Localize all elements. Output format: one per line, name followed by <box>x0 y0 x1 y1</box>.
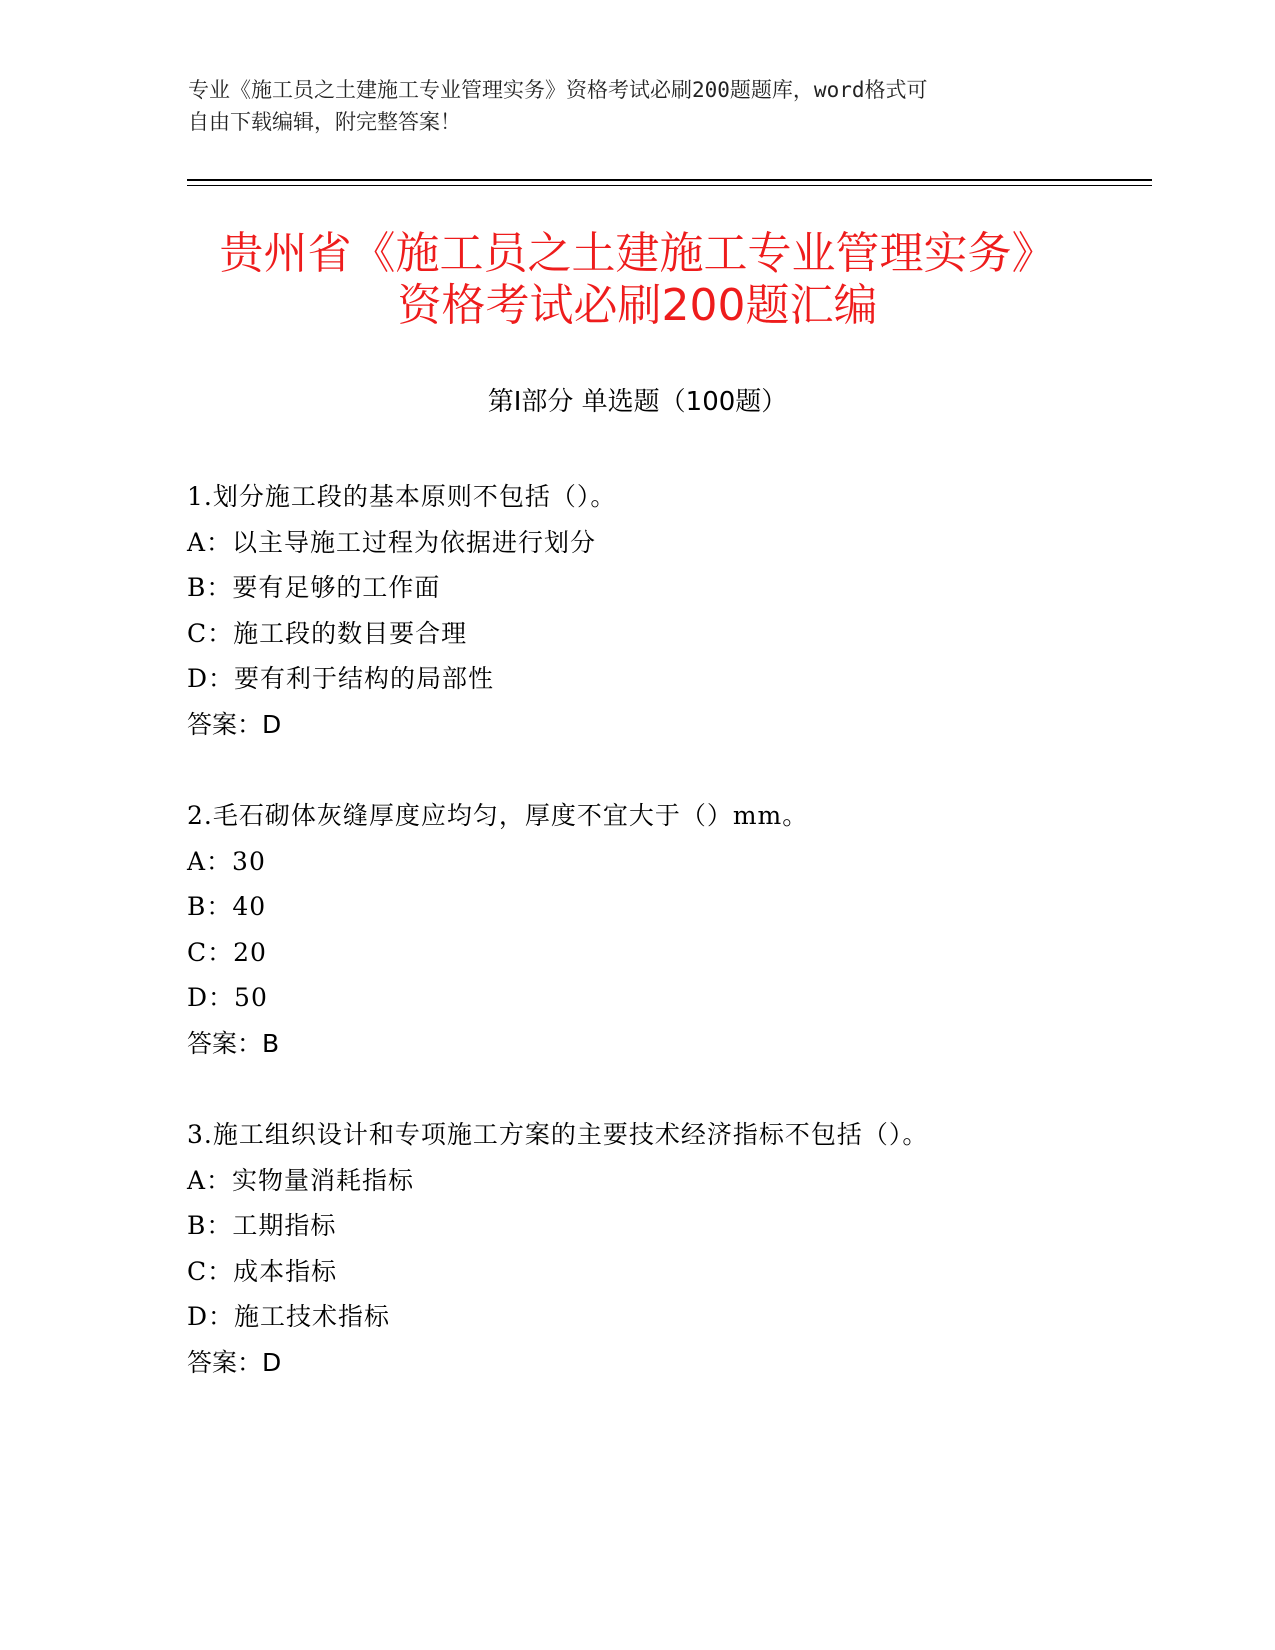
document-title <box>0 228 1275 332</box>
header-note <box>188 74 1088 138</box>
option-a: A：30 <box>187 846 266 876</box>
document-title-line-1: 贵州省《施工员之土建施工专业管理实务》 <box>219 228 1056 279</box>
question-1 <box>187 474 1147 747</box>
header-note-line-1: 专业《施工员之土建施工专业管理实务》资格考试必刷200题题库，word格式可 <box>188 78 928 102</box>
header-divider-thick <box>187 179 1152 181</box>
question-stem: 2.毛石砌体灰缝厚度应均匀，厚度不宜大于（）mm。 <box>187 801 809 830</box>
question-stem: 3.施工组织设计和专项施工方案的主要技术经济指标不包括（）。 <box>187 1120 929 1149</box>
question-3 <box>187 1112 1147 1385</box>
document-title-line-2: 资格考试必刷200题汇编 <box>397 280 878 331</box>
answer-line: 答案：D <box>187 1347 282 1377</box>
option-c: C：施工段的数目要合理 <box>187 618 468 648</box>
option-d: D：50 <box>187 983 268 1012</box>
answer-line: 答案：B <box>187 1028 280 1058</box>
question-stem: 1.划分施工段的基本原则不包括（）。 <box>187 482 617 511</box>
option-a: A：实物量消耗指标 <box>187 1165 415 1195</box>
option-b: B：要有足够的工作面 <box>187 573 441 602</box>
header-divider-thin <box>187 185 1152 186</box>
option-c: C：成本指标 <box>187 1256 338 1286</box>
section-heading: 第Ⅰ部分 单选题（100题） <box>487 387 788 417</box>
option-c: C：20 <box>187 937 267 967</box>
answer-line: 答案：D <box>187 709 282 739</box>
question-list <box>187 474 1147 1431</box>
option-b: B：40 <box>187 892 267 921</box>
header-note-line-2: 自由下载编辑，附完整答案！ <box>188 110 461 134</box>
option-d: D：要有利于结构的局部性 <box>187 664 495 693</box>
option-a: A：以主导施工过程为依据进行划分 <box>187 527 597 557</box>
question-2 <box>187 793 1147 1066</box>
option-d: D：施工技术指标 <box>187 1302 391 1331</box>
option-b: B：工期指标 <box>187 1211 337 1240</box>
